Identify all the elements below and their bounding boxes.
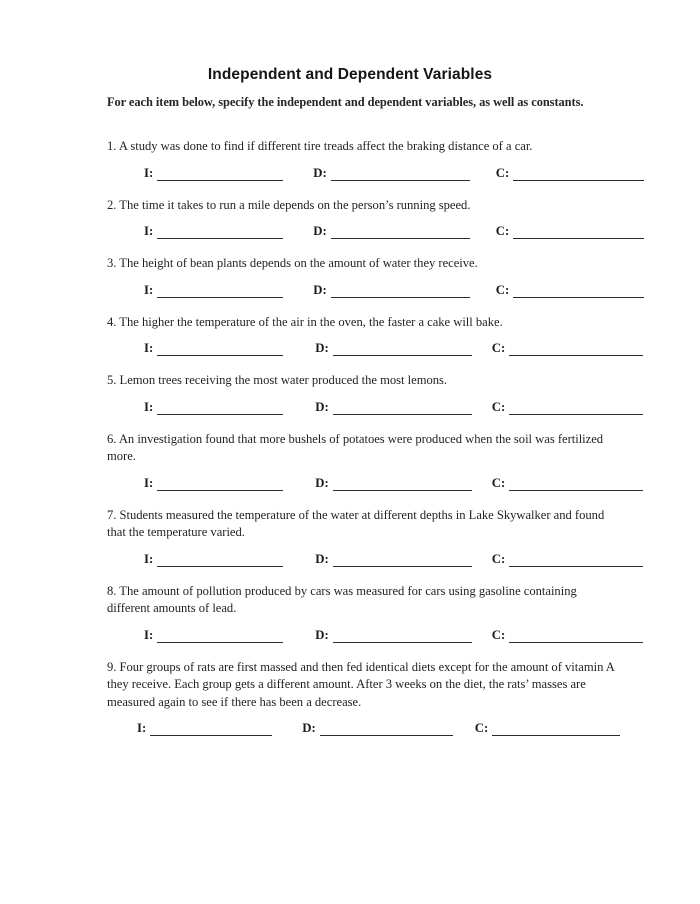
- answer-label-dependent: D:: [315, 475, 329, 490]
- answer-slot-dependent: [315, 341, 472, 356]
- answer-label-dependent: D:: [313, 224, 327, 238]
- question-item: [0, 255, 700, 298]
- answer-row: [0, 283, 700, 298]
- question-text: 8. The amount of pollution produced by cars was measured for cars using gasoline containing different amounts of lead.: [107, 583, 577, 615]
- answer-slot-dependent: [315, 476, 472, 491]
- answer-blank-independent[interactable]: [150, 723, 272, 736]
- answer-row: [0, 341, 700, 356]
- question-item: [0, 138, 700, 181]
- answer-blank-independent[interactable]: [157, 343, 283, 356]
- answer-blank-independent[interactable]: [157, 478, 283, 491]
- answer-label-constants: C:: [474, 721, 489, 735]
- answer-blank-independent[interactable]: [157, 168, 283, 181]
- answer-row: [0, 628, 700, 643]
- question-text: 5. Lemon trees receiving the most water produced the most lemons.: [107, 373, 448, 387]
- answer-label-constants: C:: [491, 341, 506, 355]
- answer-blank-constants[interactable]: [492, 723, 620, 736]
- question-text: 2. The time it takes to run a mile depends on the person’s running speed.: [107, 197, 471, 212]
- question-text: 6. An investigation found that more bushels of potatoes were produced when the soil was fertilized more.: [107, 431, 604, 463]
- answer-row: [0, 476, 700, 491]
- answer-label-dependent: D:: [313, 165, 327, 180]
- answer-slot-independent: [144, 552, 283, 567]
- answer-blank-dependent[interactable]: [320, 723, 453, 736]
- answer-label-dependent: D:: [315, 551, 329, 566]
- question-text: 4. The higher the temperature of the air in the oven, the faster a cake will bake.: [107, 314, 503, 329]
- answer-blank-independent[interactable]: [157, 285, 283, 298]
- answer-slot-dependent: [315, 552, 472, 567]
- answer-label-independent: I:: [144, 399, 154, 414]
- answer-blank-independent[interactable]: [157, 402, 283, 415]
- answer-blank-constants[interactable]: [513, 226, 644, 239]
- answer-row: [0, 166, 700, 181]
- answer-slot-constants: [492, 628, 644, 643]
- answer-blank-independent[interactable]: [157, 630, 283, 643]
- answer-label-independent: I:: [144, 551, 154, 566]
- answer-row: [0, 224, 700, 239]
- answer-blank-constants[interactable]: [509, 554, 643, 567]
- question-item: [0, 431, 700, 491]
- answer-blank-dependent[interactable]: [331, 285, 470, 298]
- answer-label-independent: I:: [144, 224, 154, 238]
- answer-label-independent: I:: [144, 165, 154, 180]
- answer-label-independent: I:: [144, 627, 154, 642]
- answer-slot-independent: [144, 476, 283, 491]
- answer-slot-dependent: [313, 224, 470, 239]
- answer-label-dependent: D:: [315, 627, 329, 642]
- answer-row: [0, 400, 700, 415]
- answer-slot-constants: [492, 341, 644, 356]
- answer-blank-dependent[interactable]: [333, 554, 472, 567]
- answer-slot-independent: [144, 283, 283, 298]
- answer-slot-independent: [144, 628, 283, 643]
- answer-blank-constants[interactable]: [513, 168, 644, 181]
- answer-label-dependent: D:: [315, 399, 329, 414]
- answer-row: [0, 552, 700, 567]
- answer-label-constants: C:: [491, 475, 506, 490]
- question-item: [0, 507, 700, 567]
- question-item: [0, 197, 700, 240]
- answer-blank-constants[interactable]: [509, 402, 643, 415]
- answer-label-independent: I:: [144, 475, 154, 490]
- answer-slot-constants: [492, 476, 644, 491]
- answer-slot-independent: [137, 721, 272, 736]
- answer-blank-independent[interactable]: [157, 226, 283, 239]
- answer-row: [0, 721, 700, 736]
- answer-slot-dependent: [302, 721, 453, 736]
- answer-label-constants: C:: [495, 224, 510, 238]
- answer-blank-constants[interactable]: [513, 285, 644, 298]
- answer-slot-dependent: [313, 166, 470, 181]
- answer-slot-independent: [144, 341, 283, 356]
- answer-blank-dependent[interactable]: [331, 226, 470, 239]
- question-item: [0, 372, 700, 415]
- answer-blank-constants[interactable]: [509, 478, 643, 491]
- question-text: 1. A study was done to find if different tire treads affect the braking distance of a car.: [107, 139, 533, 153]
- question-list: [0, 138, 700, 752]
- answer-slot-constants: [492, 552, 644, 567]
- answer-label-independent: I:: [137, 721, 147, 735]
- answer-slot-dependent: [315, 628, 472, 643]
- answer-slot-constants: [496, 224, 645, 239]
- question-item: [0, 583, 700, 643]
- answer-blank-dependent[interactable]: [331, 168, 470, 181]
- question-item: [0, 659, 700, 737]
- answer-slot-independent: [144, 400, 283, 415]
- answer-blank-constants[interactable]: [509, 343, 643, 356]
- answer-label-constants: C:: [495, 282, 510, 297]
- answer-label-constants: C:: [491, 399, 506, 414]
- question-text: 7. Students measured the temperature of the water at different depths in Lake Skywalker and found that the temperature varied.: [107, 507, 605, 539]
- answer-blank-dependent[interactable]: [333, 402, 472, 415]
- answer-label-dependent: D:: [315, 341, 329, 355]
- answer-slot-independent: [144, 166, 283, 181]
- answer-label-dependent: D:: [302, 721, 316, 735]
- answer-slot-constants: [492, 400, 644, 415]
- page-title: Independent and Dependent Variables: [207, 66, 493, 83]
- answer-blank-constants[interactable]: [509, 630, 643, 643]
- answer-slot-constants: [496, 283, 645, 298]
- answer-label-constants: C:: [491, 551, 506, 566]
- question-item: [0, 314, 700, 357]
- instructions-text: For each item below, specify the independent and dependent variables, as well as constants.: [107, 95, 584, 109]
- answer-label-constants: C:: [491, 627, 506, 642]
- answer-slot-dependent: [315, 400, 472, 415]
- answer-blank-dependent[interactable]: [333, 630, 472, 643]
- answer-blank-dependent[interactable]: [333, 478, 472, 491]
- question-text: 3. The height of bean plants depends on the amount of water they receive.: [107, 256, 478, 270]
- question-text: 9. Four groups of rats are first massed and then fed identical diets except for the amount of vitamin A they receive. Each group gets a different amount. After 3 weeks on the diet, the rats’ masses are measured again to see if there has been a decrease.: [107, 659, 615, 709]
- answer-slot-dependent: [313, 283, 470, 298]
- answer-blank-dependent[interactable]: [333, 343, 472, 356]
- answer-blank-independent[interactable]: [157, 554, 283, 567]
- answer-slot-independent: [144, 224, 283, 239]
- answer-slot-constants: [496, 166, 645, 181]
- answer-label-constants: C:: [495, 165, 510, 180]
- answer-label-independent: I:: [144, 341, 154, 355]
- answer-label-independent: I:: [144, 282, 154, 297]
- answer-slot-constants: [475, 721, 621, 736]
- answer-label-dependent: D:: [313, 282, 327, 297]
